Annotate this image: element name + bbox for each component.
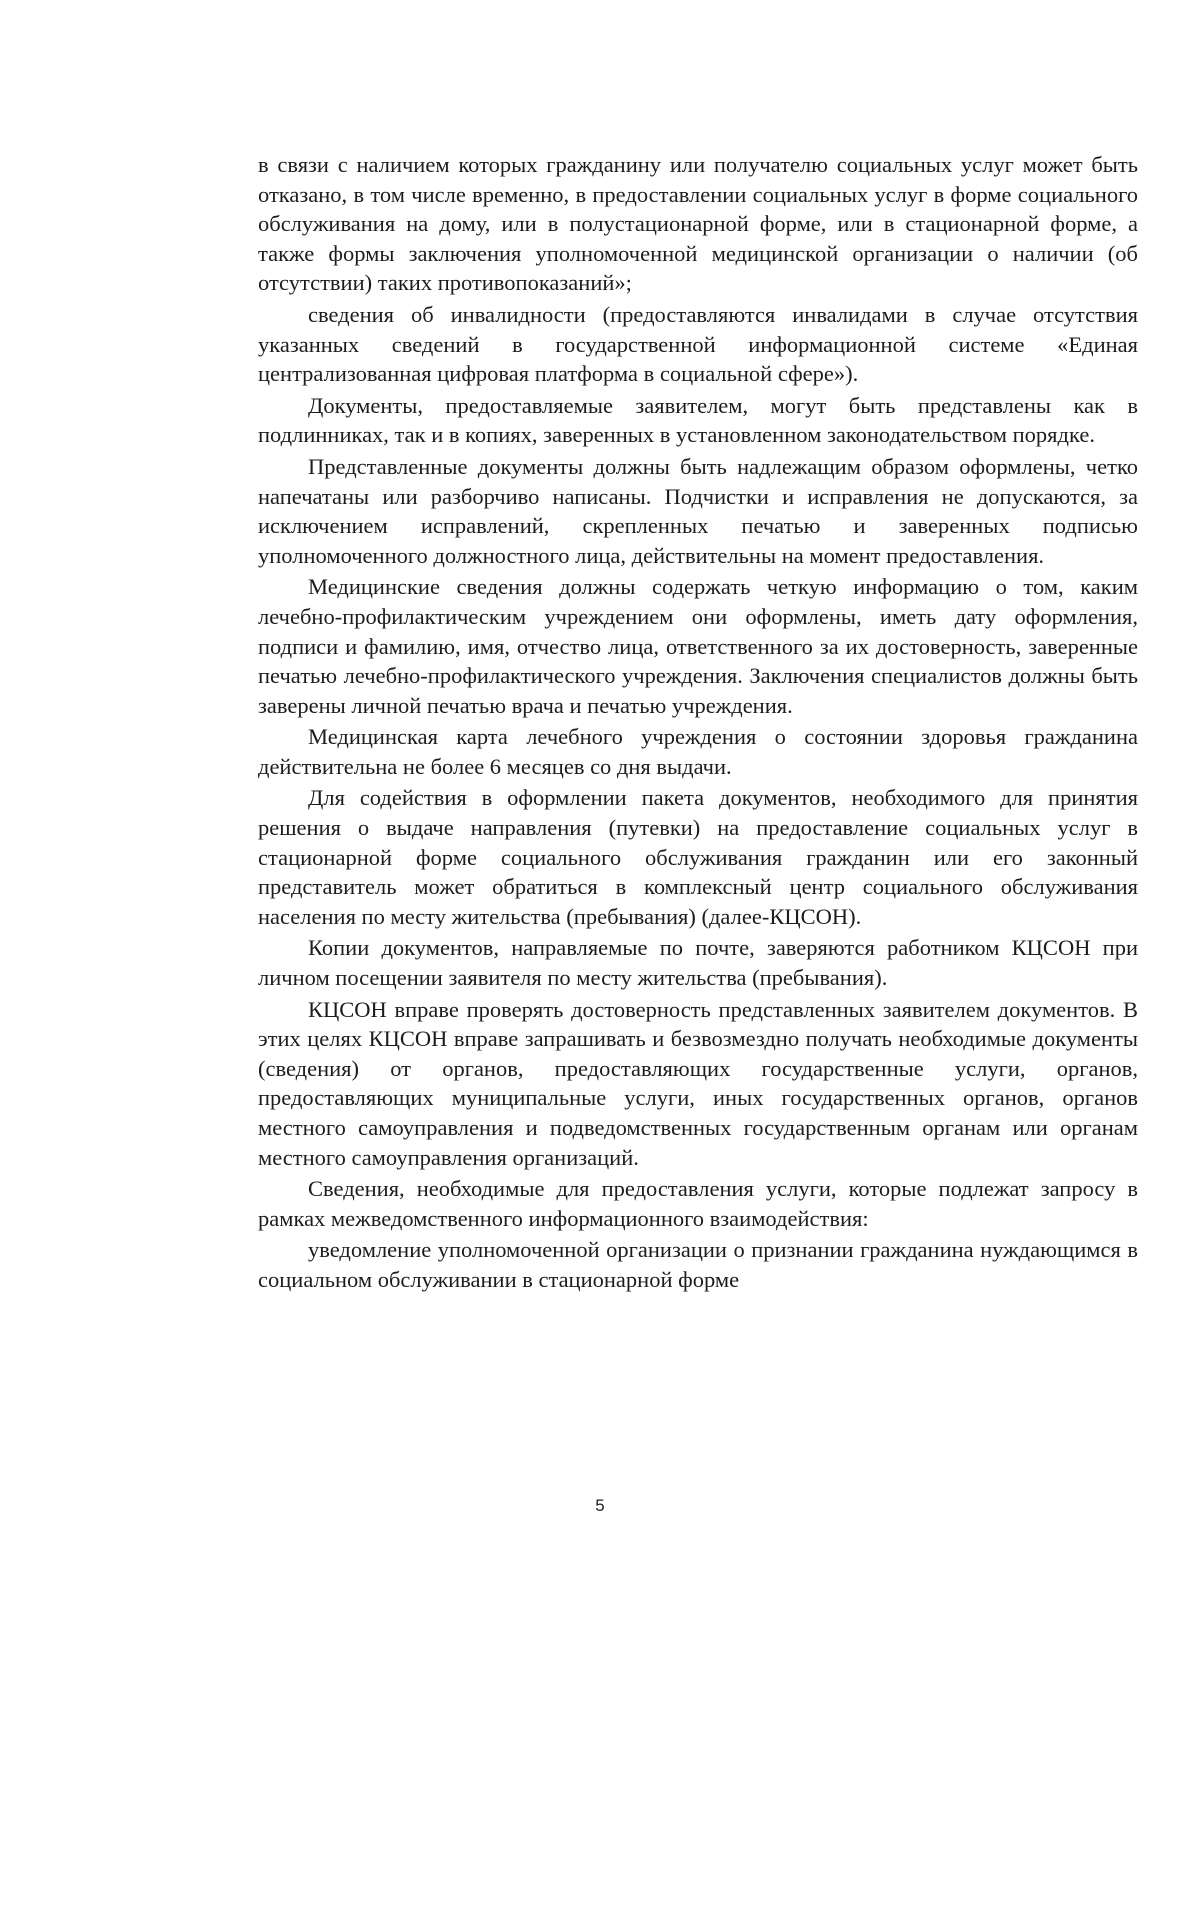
paragraph-medical-info: Медицинские сведения должны содержать четкую информацию о том, каким лечебно-профилактическим учреждением они оформлены, иметь дату оформления, подписи и фамилию, имя, отчество лица, ответственного за их достоверность, заверенные печатью лечебно-профилактического учреждения. Заключения специалистов должны быть заверены личной печатью врача и печатью учреждения. bbox=[258, 574, 1138, 718]
paragraph-copies-by-mail: Копии документов, направляемые по почте, заверяются работником КЦСОН при личном посещении заявителя по месту жительства (пребывания). bbox=[258, 935, 1138, 991]
paragraph-kcson-assistance: Для содействия в оформлении пакета документов, необходимого для принятия решения о выдаче направления (путевки) на предоставление социальных услуг в стационарной форме социального обслуживания гражданин или его законный представитель может обратиться в комплексный центр социального обслуживания населения по месту жительства (пребывания) (далее-КЦСОН). bbox=[258, 785, 1138, 929]
paragraph-medical-card-validity: Медицинская карта лечебного учреждения о состоянии здоровья гражданина действительна не более 6 месяцев со дня выдачи. bbox=[258, 724, 1138, 779]
paragraph-kcson-verification: КЦСОН вправе проверять достоверность представленных заявителем документов. В этих целях КЦСОН вправе запрашивать и безвозмездно получать необходимые документы (сведения) от органов, предоставляющих государственные услуги, органов, предоставляющих муниципальные услуги, иных государственных органов, органов местного самоуправления и подведомственных государственным органам или органам местного самоуправления организаций. bbox=[258, 996, 1138, 1170]
paragraph-notification: уведомление уполномоченной организации о признании гражданина нуждающимся в социальном обслуживании в стационарной форме bbox=[258, 1237, 1138, 1292]
paragraph-interagency-requests: Сведения, необходимые для предоставления услуги, которые подлежат запросу в рамках межведомственного информационного взаимодействия: bbox=[258, 1176, 1138, 1231]
document-body bbox=[258, 150, 1138, 1297]
paragraph-documents-copies: Документы, предоставляемые заявителем, могут быть представлены как в подлинниках, так и в копиях, заверенных в установленном законодательством порядке. bbox=[258, 392, 1138, 448]
paragraph-documents-format: Представленные документы должны быть надлежащим образом оформлены, четко напечатаны или разборчиво написаны. Подчистки и исправления не допускаются, за исключением исправлений, скрепленных печатью и заверенных подписью уполномоченного должностного лица, действительны на момент предоставления. bbox=[258, 453, 1138, 568]
paragraph-disability-info: сведения об инвалидности (предоставляются инвалидами в случае отсутствия указанных сведений в государственной информационной системе «Единая централизованная цифровая платформа в социальной сфере»). bbox=[258, 301, 1138, 387]
page-number: 5 bbox=[595, 1496, 605, 1515]
paragraph-contraindications-continued: в связи с наличием которых гражданину или получателю социальных услуг может быть отказано, в том числе временно, в предоставлении социальных услуг в форме социального обслуживания на дому, или в полустационарной форме, или в стационарной форме, а также формы заключения уполномоченной медицинской организации о наличии (об отсутствии) таких противопоказаний»; bbox=[258, 152, 1138, 296]
